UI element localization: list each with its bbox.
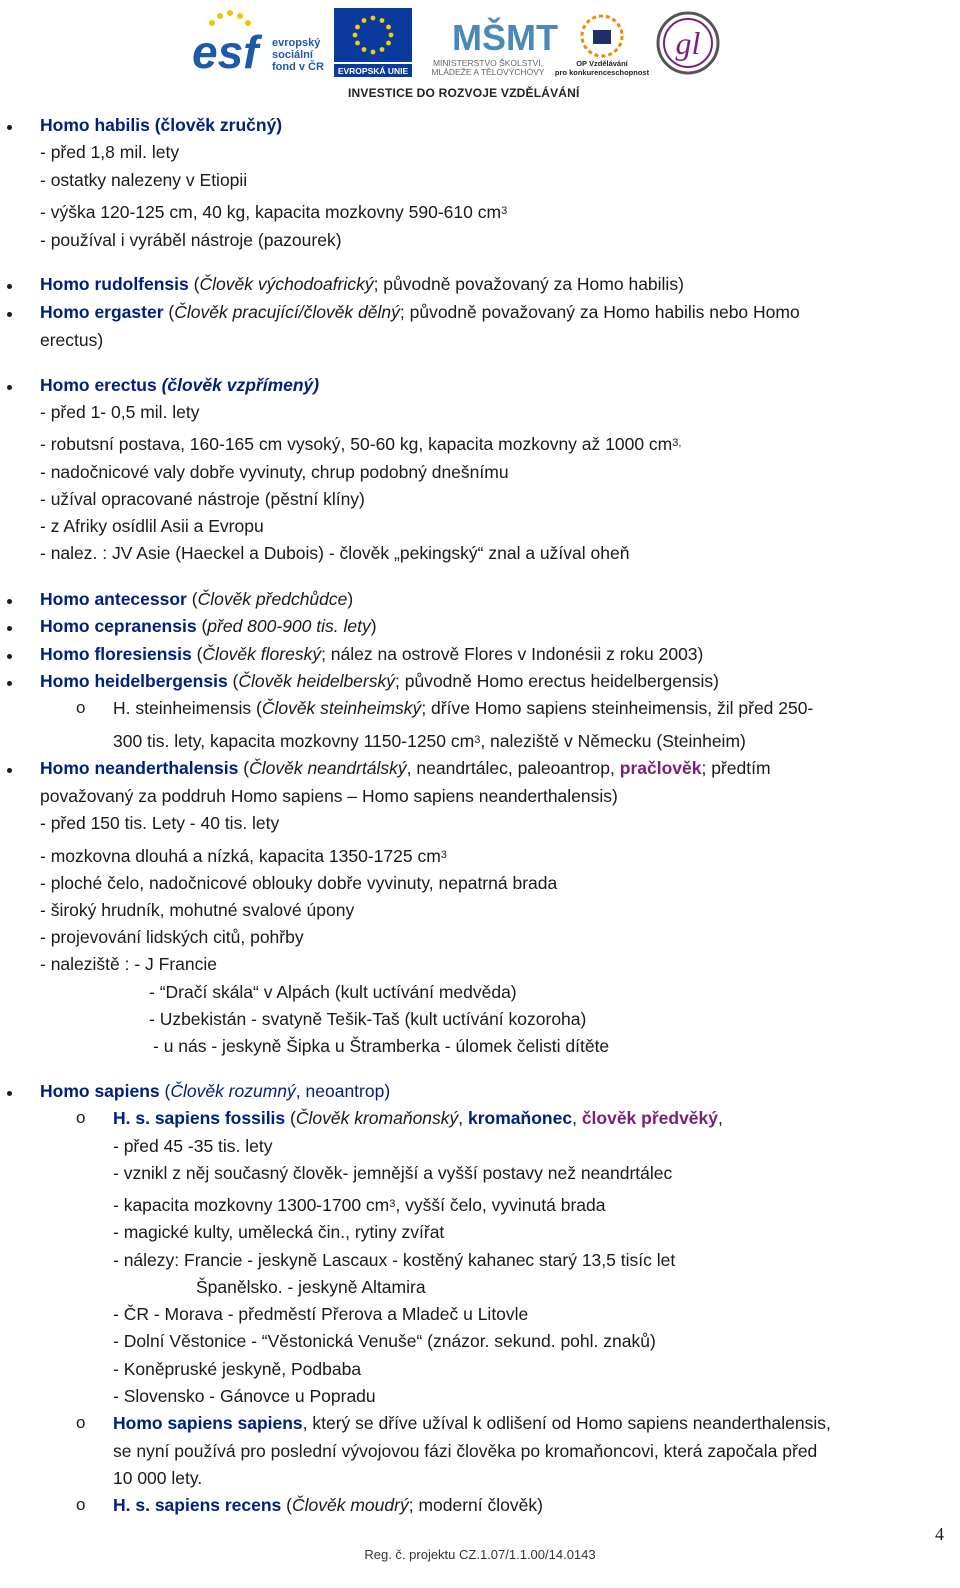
entry-homo-antecessor: Homo antecessor (Člověk předchůdce): [40, 589, 354, 609]
entry-h-steinheimensis: H. steinheimensis (Člověk steinheimský; dříve Homo sapiens steinheimensis, žil před 250-: [113, 698, 814, 718]
svg-text:sociální: sociální: [272, 49, 313, 61]
fossilis-line: - Slovensko - Gánovce u Popradu: [113, 1386, 376, 1406]
entry-sapiens-recens: H. s. sapiens recens (Člověk moudrý; moderní člověk): [113, 1495, 543, 1515]
erectus-line: - robutsní postava, 160-165 cm vysoký, 50-60 kg, kapacita mozkovny až 1000 $cm^{3,}$: [40, 434, 682, 454]
msmt-logo: [418, 8, 558, 78]
bullet-icon: [7, 768, 12, 773]
entry-homo-heidelbergensis: Homo heidelbergensis (Člověk heidelberský; původně Homo erectus heidelbergensis): [40, 671, 719, 691]
fossilis-line: - Koněpruské jeskyně, Podbaba: [113, 1359, 362, 1379]
bullet-icon: [7, 626, 12, 631]
heading-homo-habilis: Homo habilis (člověk zručný): [40, 115, 283, 135]
entry-homo-cepranensis: Homo cepranensis (před 800-900 tis. lety): [40, 616, 377, 636]
gl-logo: [655, 10, 725, 80]
svg-text:EVROPSKÁ UNIE: EVROPSKÁ UNIE: [337, 66, 409, 76]
neanderthal-line: - u nás - jeskyně Šipka u Štramberka - úlomek čelisti dítěte: [153, 1036, 610, 1056]
svg-text:MINISTERSTVO ŠKOLSTVÍ,: MINISTERSTVO ŠKOLSTVÍ,: [432, 58, 544, 68]
bullet-icon: [7, 385, 12, 390]
fossilis-line: Španělsko. - jeskyně Altamira: [196, 1277, 426, 1297]
svg-text:pro konkurenceschopnost: pro konkurenceschopnost: [554, 68, 650, 77]
neanderthal-line: - naleziště : - J Francie: [40, 954, 217, 974]
neanderthal-line: - Uzbekistán - svatyně Tešik-Taš (kult uctívání kozoroha): [149, 1009, 587, 1029]
fossilis-line: - kapacita mozkovny 1300-1700 $cm^3$, vyšší čelo, vyvinutá brada: [113, 1195, 606, 1215]
page-number: 4: [935, 1524, 944, 1544]
bullet-icon: [7, 599, 12, 604]
erectus-line: - z Afriky osídlil Asii a Evropu: [40, 516, 264, 536]
svg-text:fond v ČR: fond v ČR: [272, 61, 324, 73]
fossilis-line: - vznikl z něj současný člověk- jemnější a vyšší postavy než neandrtálec: [113, 1163, 673, 1183]
habilis-line: - používal i vyráběl nástroje (pazourek): [40, 230, 342, 250]
svg-text:gl: gl: [675, 25, 701, 61]
bullet-icon: [7, 312, 12, 317]
neanderthal-line: považovaný za poddruh Homo sapiens – Homo sapiens neanderthalensis): [40, 786, 618, 806]
erectus-line: - před 1- 0,5 mil. lety: [40, 402, 200, 422]
neanderthal-line: - ploché čelo, nadočnicové oblouky dobře vyvinuty, nepatrná brada: [40, 873, 558, 893]
habilis-line: - před 1,8 mil. lety: [40, 142, 180, 162]
svg-text:evropský: evropský: [272, 37, 321, 49]
neanderthal-line: - projevování lidských citů, pohřby: [40, 927, 304, 947]
header-tagline: INVESTICE DO ROZVOJE VZDĚLÁVÁNÍ: [348, 86, 580, 100]
heading-homo-neanderthalensis: Homo neanderthalensis (Člověk neandrtálský, neandrtálec, paleoantrop, pračlověk; předtím: [40, 758, 771, 778]
circle-bullet-icon: o: [76, 698, 86, 717]
bullet-icon: [7, 654, 12, 659]
fossilis-line: - nálezy: Francie - jeskyně Lascaux - kostěný kahanec starý 13,5 tisíc let: [113, 1250, 676, 1270]
fossilis-line: - ČR - Morava - předměstí Přerova a Mladeč u Litovle: [113, 1304, 529, 1324]
op-logo: [554, 8, 650, 78]
circle-bullet-icon: o: [76, 1108, 86, 1127]
bullet-icon: [7, 681, 12, 686]
heading-homo-sapiens: Homo sapiens (Člověk rozumný, neoantrop): [40, 1081, 391, 1101]
entry-homo-sapiens-sapiens: Homo sapiens sapiens, který se dříve užíval k odlišení od Homo sapiens neanderthalensis,: [113, 1413, 831, 1433]
entry-sapiens-fossilis: H. s. sapiens fossilis (Člověk kromaňonský, kromaňonec, člověk předvěký,: [113, 1108, 723, 1128]
erectus-line: - užíval opracované nástroje (pěstní klíny): [40, 489, 365, 509]
entry-homo-rudolfensis: Homo rudolfensis (Člověk východoafrický; původně považovaný za Homo habilis): [40, 274, 684, 294]
fossilis-line: - Dolní Věstonice - “Věstonická Venuše“ (znázor. sekund. pohl. znaků): [113, 1331, 656, 1351]
neanderthal-line: - “Dračí skála“ v Alpách (kult uctívání medvěda): [149, 982, 517, 1002]
entry-homo-ergaster: Homo ergaster (Člověk pracující/člověk dělný; původně považovaný za Homo habilis nebo Homo: [40, 302, 800, 322]
svg-text:MŠMT: MŠMT: [452, 17, 558, 58]
bullet-icon: [7, 1091, 12, 1096]
esf-logo: [190, 6, 330, 78]
habilis-line: - ostatky nalezeny v Etiopii: [40, 170, 248, 190]
entry-homo-floresiensis: Homo floresiensis (Člověk floreský; nález na ostrově Flores v Indonésii z roku 2003): [40, 644, 704, 664]
entry-line: erectus): [40, 330, 104, 350]
habilis-line: - výška 120-125 cm, 40 kg, kapacita mozkovny 590-610 $cm^3$: [40, 202, 508, 222]
entry-line: 300 tis. lety, kapacita mozkovny 1150-1250 $cm^3$, naleziště v Německu (Steinheim): [113, 731, 746, 751]
fossilis-line: - magické kulty, umělecká čin., rytiny zvířat: [113, 1222, 445, 1242]
heading-homo-erectus: Homo erectus (člověk vzpřímený): [40, 375, 320, 395]
circle-bullet-icon: o: [76, 1495, 86, 1514]
esf-mark: esf: [192, 26, 259, 78]
bullet-icon: [7, 284, 12, 289]
svg-text:OP Vzdělávání: OP Vzdělávání: [576, 59, 628, 68]
erectus-line: - nadočnicové valy dobře vyvinuty, chrup podobný dnešnímu: [40, 462, 509, 482]
sapiens-sapiens-line: se nyní používá pro poslední vývojovou fázi člověka po kromaňoncovi, která započala před: [113, 1441, 818, 1461]
eu-flag-logo: [332, 8, 416, 78]
neanderthal-line: - před 150 tis. Lety - 40 tis. lety: [40, 813, 280, 833]
erectus-line: - nalez. : JV Asie (Haeckel a Dubois) - člověk „pekingský“ znal a užíval oheň: [40, 543, 630, 563]
svg-text:MLÁDEŽE A TĚLOVÝCHOVY: MLÁDEŽE A TĚLOVÝCHOVY: [431, 67, 545, 77]
sapiens-sapiens-line: 10 000 lety.: [113, 1468, 203, 1488]
neanderthal-line: - mozkovna dlouhá a nízká, kapacita 1350-1725 $cm^3$: [40, 846, 447, 866]
circle-bullet-icon: o: [76, 1413, 86, 1432]
fossilis-line: - před 45 -35 tis. lety: [113, 1136, 273, 1156]
footer-project-number: Reg. č. projektu CZ.1.07/1.1.00/14.0143: [364, 1547, 596, 1562]
bullet-icon: [7, 125, 12, 130]
neanderthal-line: - široký hrudník, mohutné svalové úpony: [40, 900, 355, 920]
